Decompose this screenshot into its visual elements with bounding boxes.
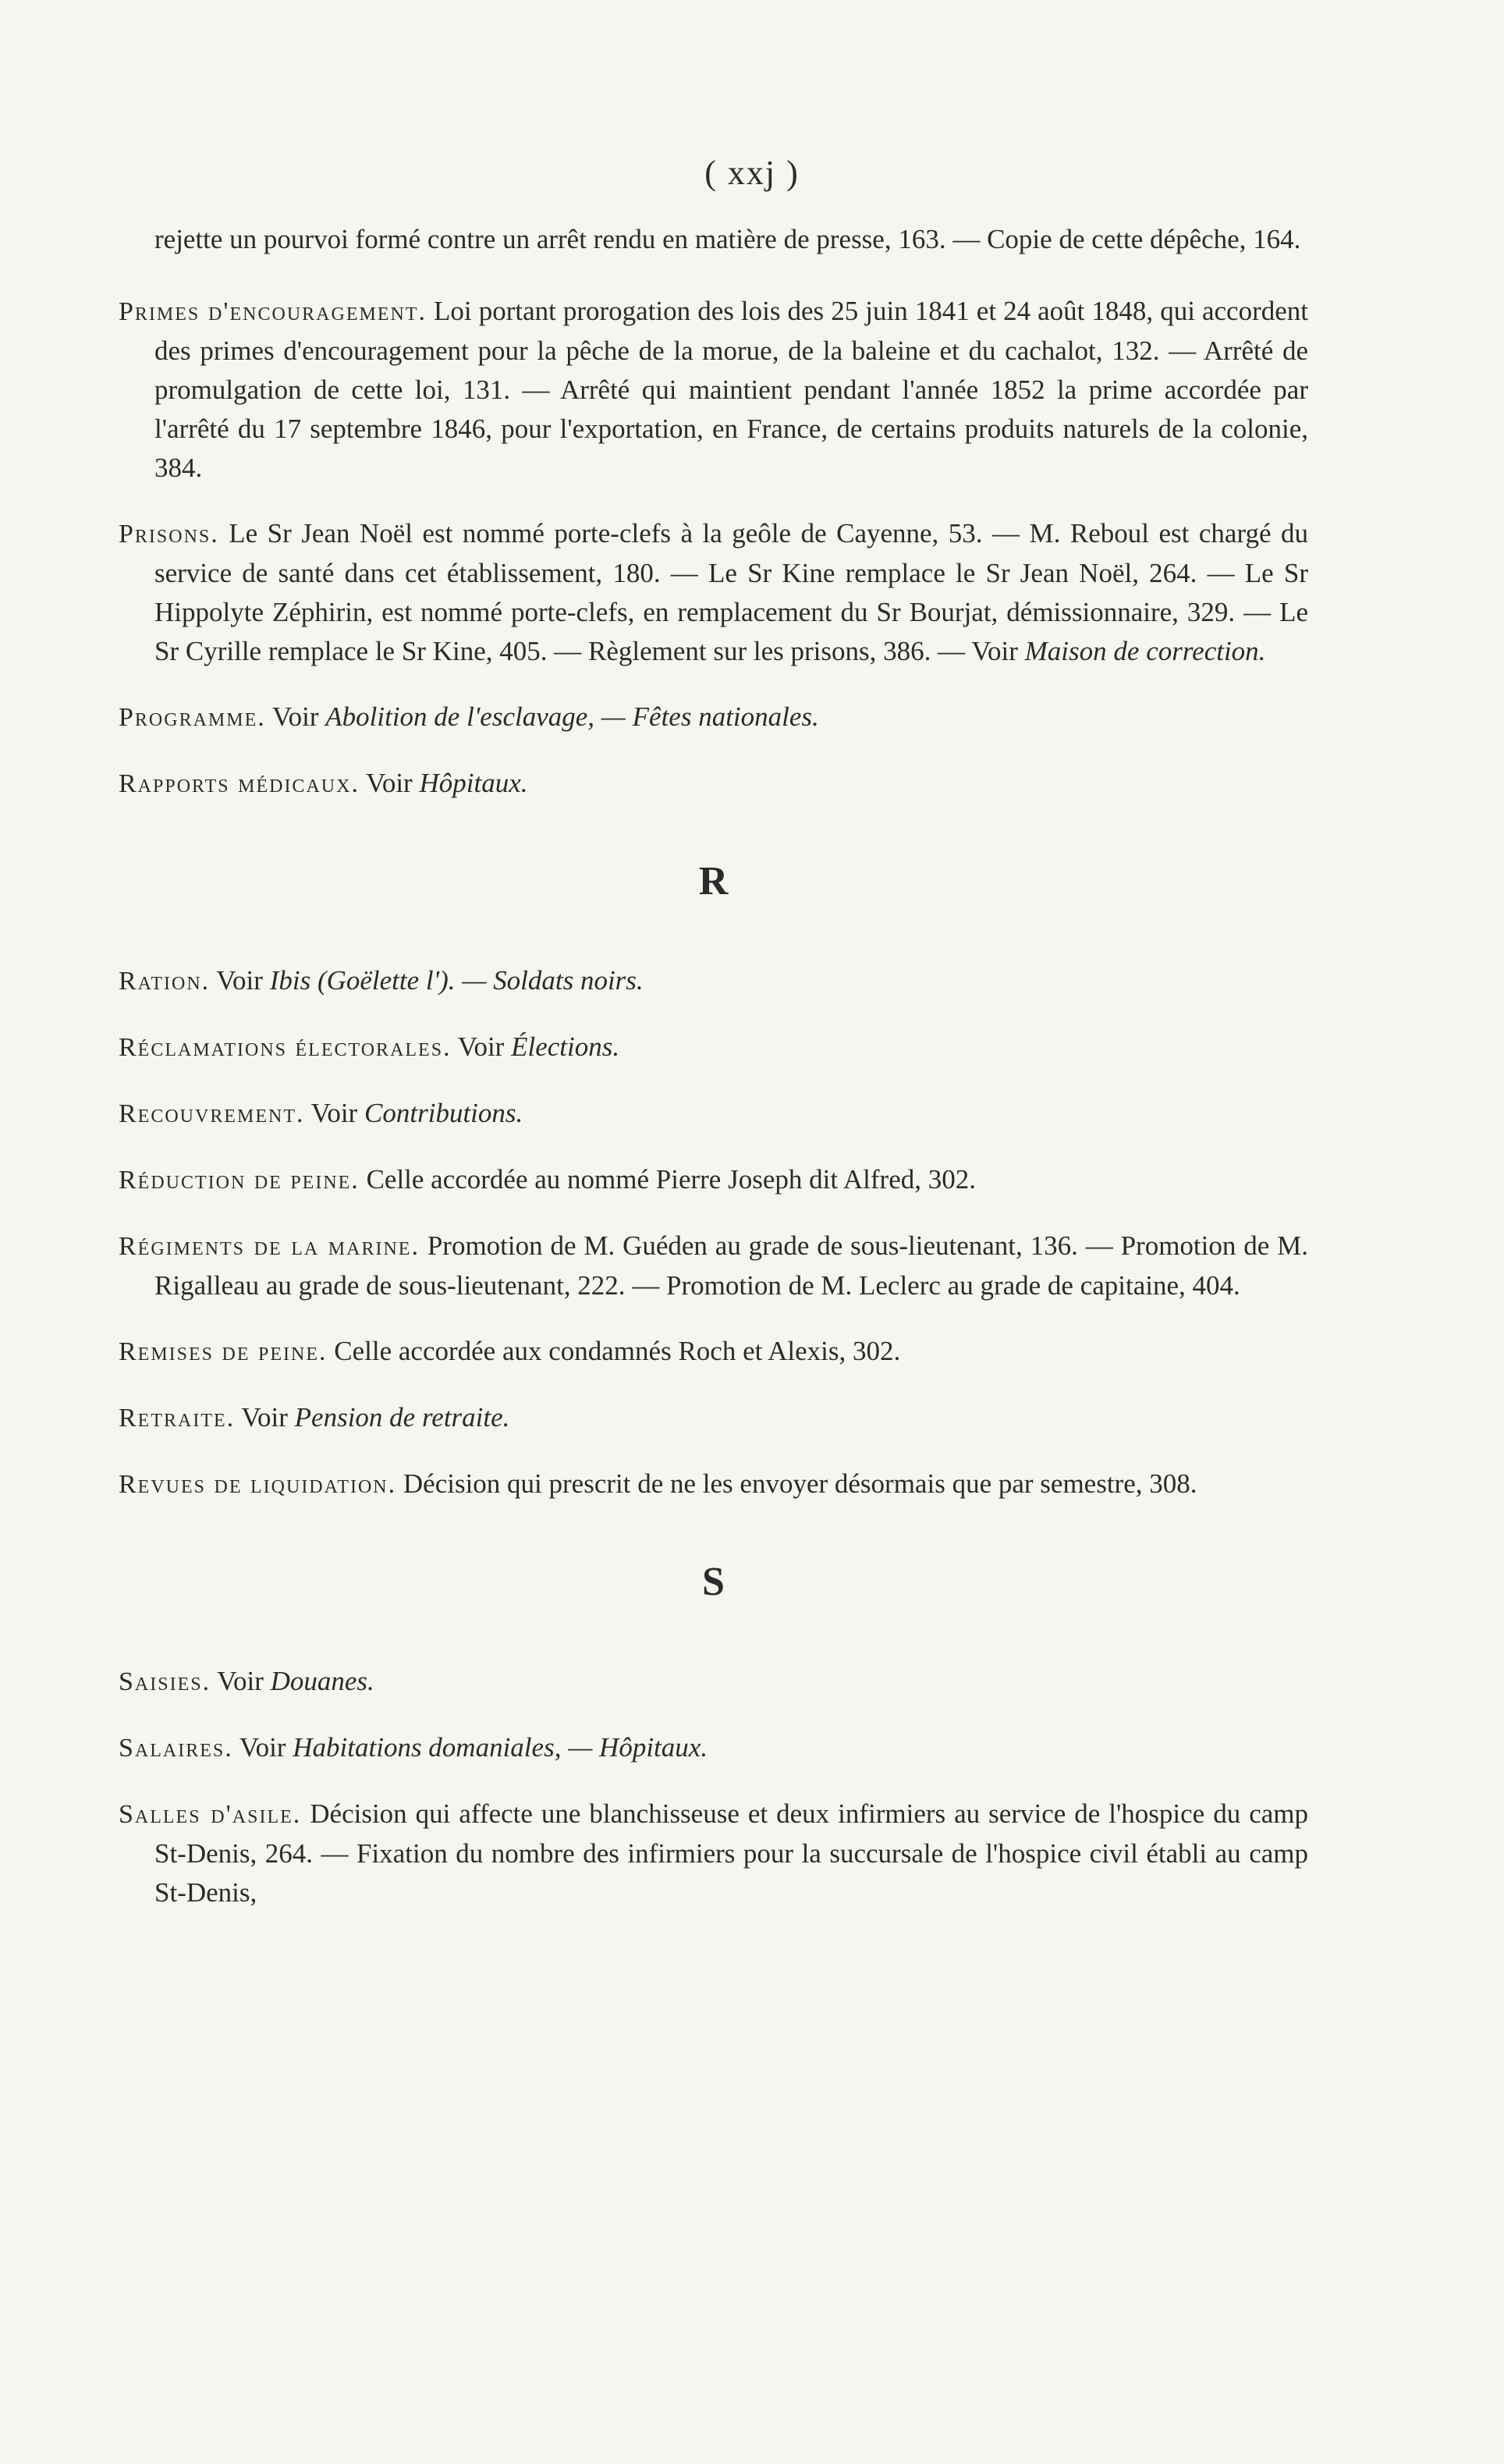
entry-reference: Abolition de l'esclavage, — Fêtes nationales. [325, 701, 819, 732]
entry-text: Voir [211, 1666, 271, 1696]
entry-reference: Douanes. [270, 1666, 374, 1696]
index-entry [119, 1332, 1308, 1372]
entry-text: Voir [232, 1732, 293, 1763]
entry-term: Réclamations électorales. [119, 1033, 452, 1062]
entry-text: Celle accordée aux condamnés Roch et Alexis, 302. [327, 1336, 901, 1366]
entry-term: Rapports médicaux. [119, 769, 360, 798]
entry-reference: Habitations domaniales, — Hôpitaux. [293, 1732, 708, 1763]
index-entry [119, 1728, 1308, 1768]
entry-text: Celle accordée au nommé Pierre Joseph dit Alfred, 302. [359, 1164, 976, 1195]
section-p [119, 292, 1308, 804]
section-letter-r: R [698, 859, 729, 904]
index-entry [119, 292, 1308, 488]
index-entry [119, 764, 1308, 804]
index-entry [119, 1028, 1308, 1067]
entry-text: Voir [451, 1031, 512, 1062]
section-s [119, 1662, 1308, 1912]
entry-term: Recouvrement. [119, 1099, 305, 1128]
index-entry [119, 1398, 1308, 1438]
entry-term: Régiments de la marine. [119, 1232, 420, 1261]
section-r [119, 961, 1308, 1504]
entry-term: Réduction de peine. [119, 1166, 360, 1195]
index-entry [119, 514, 1308, 671]
section-letter-s: S [702, 1560, 725, 1604]
entry-reference: Pension de retraite. [294, 1402, 510, 1433]
entry-term: Ration. [119, 967, 211, 996]
page-number: ( xxj ) [704, 154, 800, 192]
entry-term: Revues de liquidation. [119, 1470, 397, 1499]
entry-reference: Élections. [511, 1031, 620, 1062]
entry-text: Voir [265, 701, 326, 732]
index-entry [119, 1094, 1308, 1134]
entry-term: Salaires. [119, 1734, 233, 1763]
continuation-text: rejette un pourvoi formé contre un arrêt rendu en matière de presse, 163. — Copie de cette dépêche, 164. [154, 224, 1301, 254]
entry-term: Retraite. [119, 1404, 236, 1433]
index-entry [119, 1465, 1308, 1504]
entry-text: Décision qui prescrit de ne les envoyer désormais que par semestre, 308. [396, 1468, 1197, 1499]
index-entry [119, 1795, 1308, 1912]
entry-term: Primes d'encouragement. [119, 297, 427, 326]
entry-term: Remises de peine. [119, 1337, 328, 1366]
entry-text: Voir [235, 1402, 295, 1433]
entry-reference: Ibis (Goëlette l'). — Soldats noirs. [269, 965, 644, 996]
index-entry [119, 1662, 1308, 1702]
entry-reference: Maison de correction. [1024, 636, 1266, 666]
entry-text: Décision qui affecte une blanchisseuse et deux infirmiers au service de l'hospice du camp St-Denis, 264. — Fixation du nombre des infirmiers pour la succursale de l'hospice civil établi au camp St-Denis, [154, 1798, 1308, 1908]
entry-term: Prisons. [119, 520, 219, 549]
entry-text: Voir [304, 1098, 365, 1128]
entry-term: Saisies. [119, 1667, 211, 1696]
entry-term: Salles d'asile. [119, 1800, 302, 1829]
index-entries [119, 220, 1308, 1939]
entry-text: Voir [359, 768, 420, 798]
entry-reference: Hôpitaux. [419, 768, 528, 798]
entry-text: Promotion de M. Guéden au grade de sous-lieutenant, 136. — Promotion de M. Rigalleau au grade de sous-lieutenant, 222. — Promotion de M. Leclerc au grade de capitaine, 404. [154, 1230, 1308, 1301]
index-entry [119, 698, 1308, 737]
index-entry [119, 1227, 1308, 1305]
entry-reference: Contributions. [364, 1098, 523, 1128]
index-entry [119, 1160, 1308, 1200]
entry-text: Loi portant prorogation des lois des 25 juin 1841 et 24 août 1848, qui accordent des primes d'encouragement pour la pêche de la morue, de la baleine et du cachalot, 132. — Arrêté de promulgation de cette loi, 131. — Arrêté qui maintient pendant l'année 1852 la prime accordée par l'arrêté du 17 septembre 1846, pour l'exportation, en France, de certains produits naturels de la colonie, 384. [154, 296, 1309, 483]
entry-text: Voir [210, 965, 270, 996]
index-entry [119, 961, 1308, 1001]
entry-term: Programme. [119, 703, 266, 732]
entry-text: Le Sr Jean Noël est nommé porte-clefs à la geôle de Cayenne, 53. — M. Reboul est chargé du service de santé dans cet établissement, 180. — Le Sr Kine remplace le Sr Jean Noël, 264. — Le Sr Hippolyte Zéphirin, est nommé porte-clefs, en remplacement du Sr Bourjat, démissionnaire, 329. — Le Sr Cyrille remplace le Sr Kine, 405. — Règlement sur les prisons, 386. — Voir [154, 518, 1308, 666]
